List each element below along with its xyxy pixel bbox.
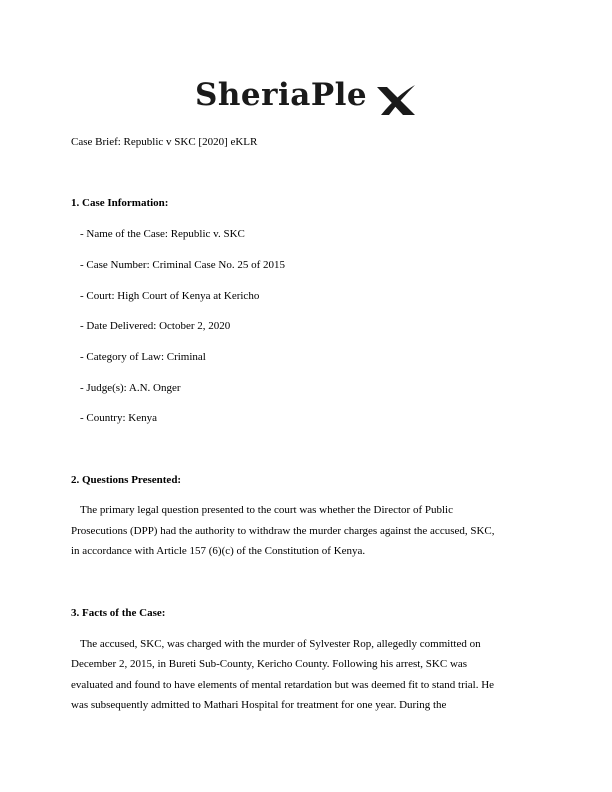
category-of-law-item: - Category of Law: Criminal: [80, 351, 206, 363]
case-name-item: - Name of the Case: Republic v. SKC: [80, 228, 245, 240]
facts-paragraph-line: evaluated and found to have elements of mental retardation but was deemed fit to stand trial. He: [71, 679, 495, 691]
questions-paragraph-line: in accordance with Article 157 (6)(c) of the Constitution of Kenya.: [71, 545, 366, 557]
section-heading-questions-presented: 2. Questions Presented:: [71, 474, 182, 486]
judges-item: - Judge(s): A.N. Onger: [80, 382, 181, 394]
court-item: - Court: High Court of Kenya at Kericho: [80, 290, 260, 302]
facts-paragraph-line: December 2, 2015, in Bureti Sub-County, Kericho County. Following his arrest, SKC was: [71, 658, 468, 670]
sheriaplex-logo: [195, 77, 420, 120]
document-title: Case Brief: Republic v SKC [2020] eKLR: [71, 136, 258, 148]
facts-paragraph-line: The accused, SKC, was charged with the murder of Sylvester Rop, allegedly committed on: [80, 638, 481, 650]
case-number-item: - Case Number: Criminal Case No. 25 of 2015: [80, 259, 285, 271]
facts-paragraph-line: was subsequently admitted to Mathari Hospital for treatment for one year. During the: [71, 699, 447, 711]
date-delivered-item: - Date Delivered: October 2, 2020: [80, 320, 231, 332]
questions-paragraph-line: Prosecutions (DPP) had the authority to withdraw the murder charges against the accused, SKC,: [71, 525, 495, 537]
country-item: - Country: Kenya: [80, 412, 157, 424]
questions-paragraph-line: The primary legal question presented to the court was whether the Director of Public: [80, 504, 453, 516]
logo-text: SheriaPle: [195, 77, 368, 113]
section-heading-facts-of-the-case: 3. Facts of the Case:: [71, 607, 166, 619]
section-heading-case-information: 1. Case Information:: [71, 197, 169, 209]
logo-x-mark-icon: [375, 83, 417, 117]
